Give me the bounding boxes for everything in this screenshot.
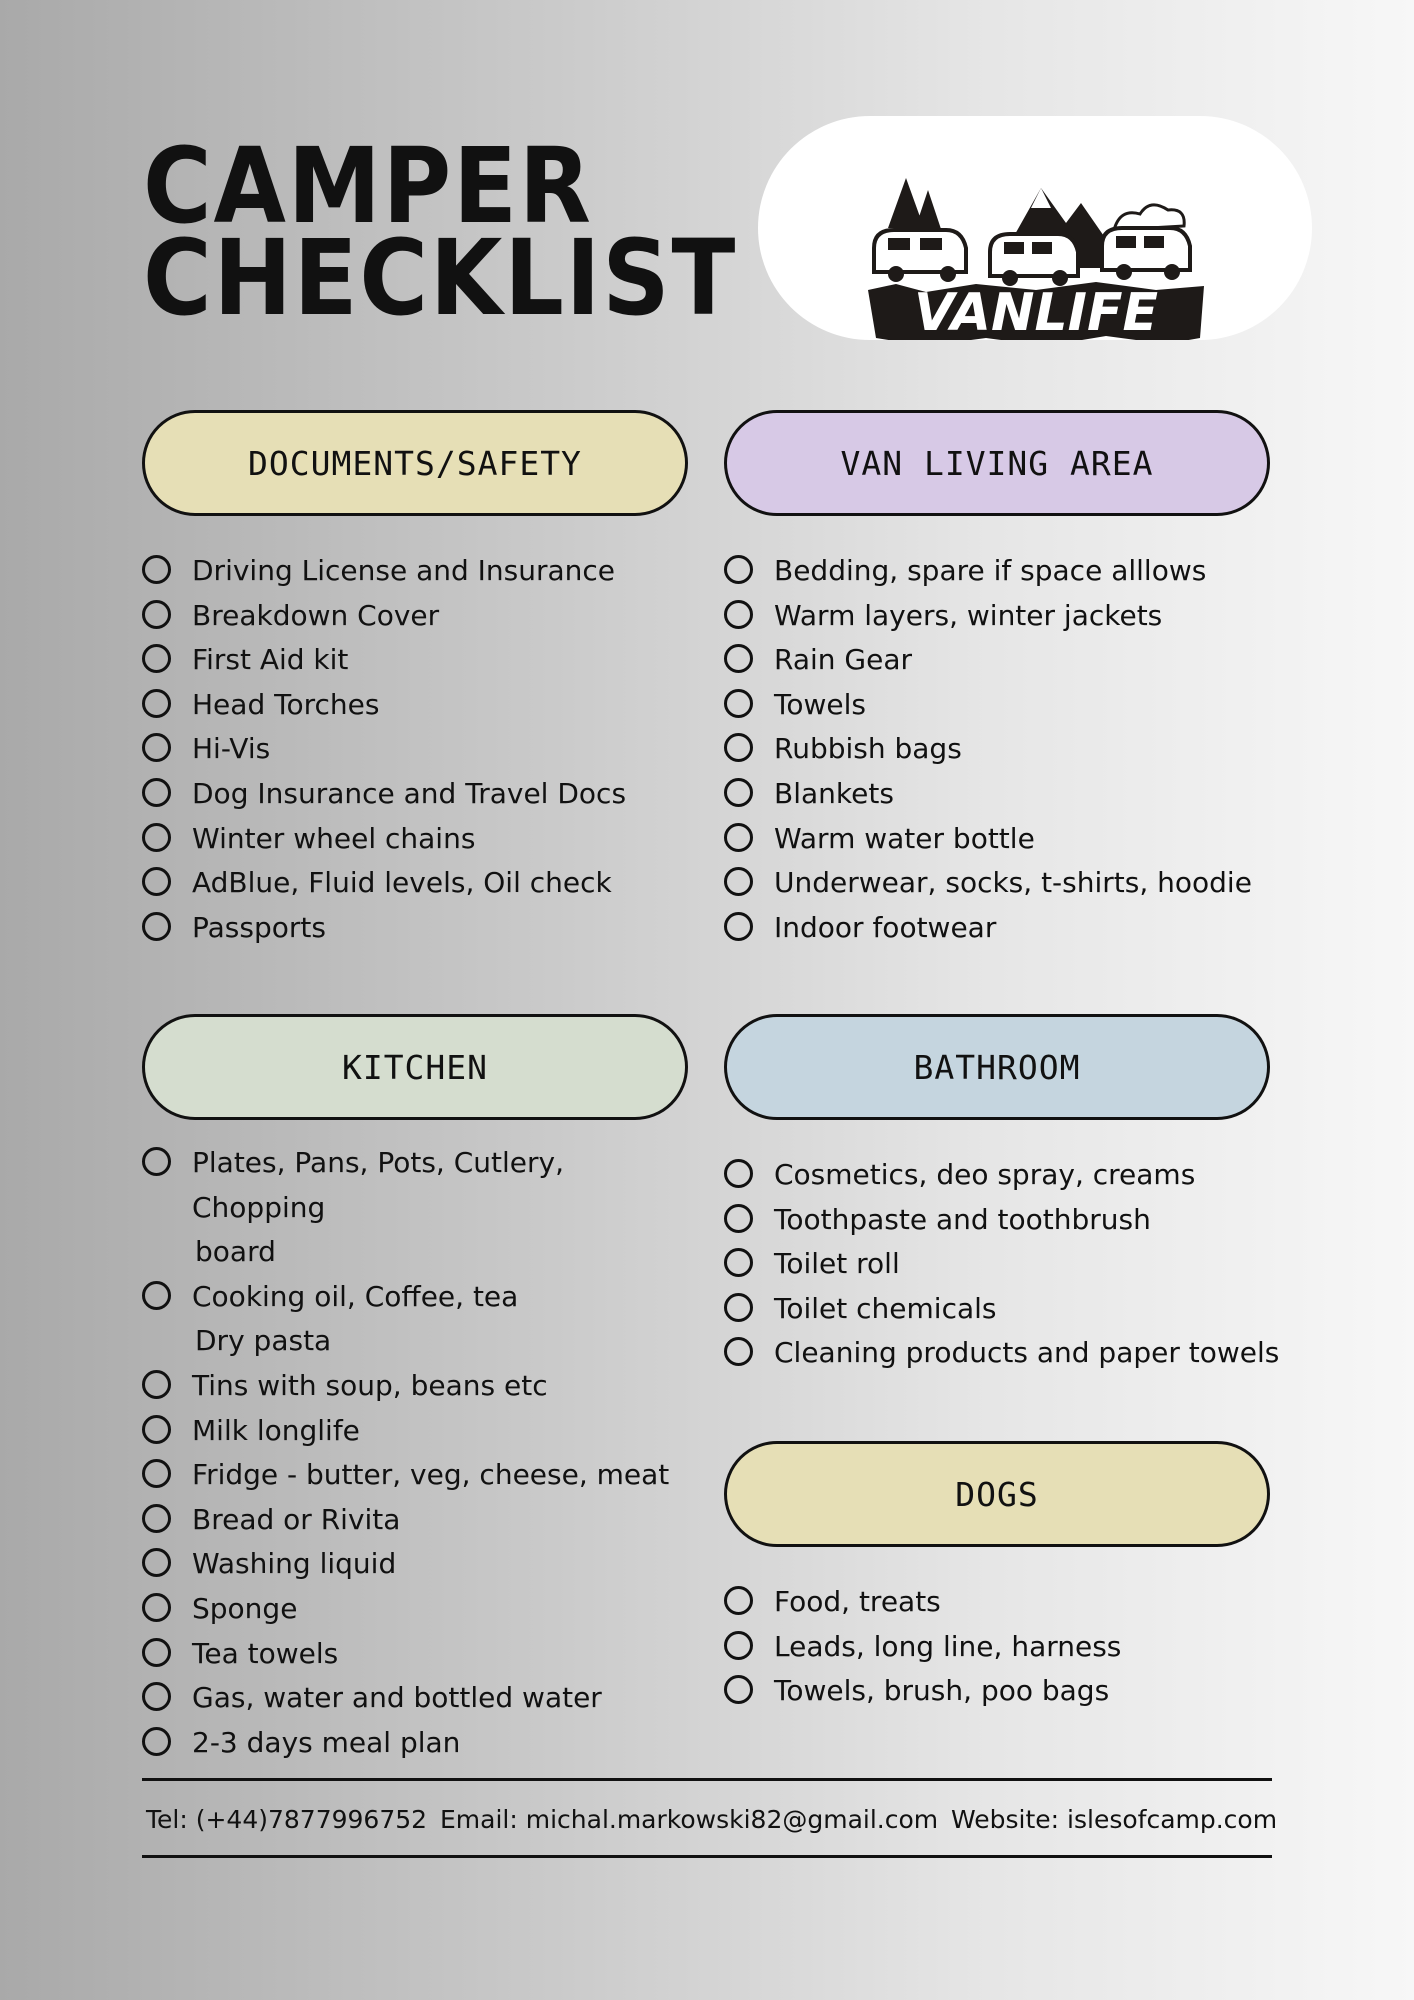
list-item (142, 594, 702, 639)
item-label: Milk longlife (192, 1413, 360, 1447)
list-item (142, 1587, 702, 1632)
list-item (724, 1198, 1284, 1243)
list-item (724, 906, 1284, 951)
checkbox[interactable] (142, 1593, 171, 1622)
item-label: Warm layers, winter jackets (774, 598, 1163, 632)
item-label: Rubbish bags (774, 732, 962, 766)
list-item (724, 638, 1284, 683)
checkbox[interactable] (142, 1727, 171, 1756)
checkbox[interactable] (142, 1682, 171, 1711)
section-heading-dogs (724, 1441, 1270, 1547)
list-item (142, 1141, 702, 1230)
list-item-continuation (142, 1319, 702, 1364)
item-label: 2-3 days meal plan (192, 1725, 461, 1759)
checklist-kitchen (142, 1141, 702, 1765)
item-label: Washing liquid (192, 1547, 397, 1581)
list-item (724, 683, 1284, 728)
checkbox[interactable] (724, 1248, 753, 1277)
list-item (724, 1242, 1284, 1287)
list-item (724, 1580, 1284, 1625)
item-label: Hi-Vis (192, 732, 271, 766)
vanlife-logo-text: VANLIFE (913, 283, 1159, 343)
footer-email[interactable]: Email: michal.markowski82@gmail.com (440, 1805, 939, 1834)
list-item (724, 772, 1284, 817)
item-label: Bread or Rivita (192, 1502, 401, 1536)
checkbox[interactable] (724, 912, 753, 941)
checkbox[interactable] (724, 867, 753, 896)
item-label: Indoor footwear (774, 910, 997, 944)
list-item (724, 1625, 1284, 1670)
item-label: Cooking oil, Coffee, tea (192, 1279, 519, 1313)
list-item (142, 1632, 702, 1677)
item-label: Leads, long line, harness (774, 1629, 1122, 1663)
page-title (143, 125, 738, 339)
list-item (724, 1331, 1284, 1376)
item-label: Warm water bottle (774, 821, 1035, 855)
vanlife-logo-graphic (866, 168, 1206, 343)
checkbox[interactable] (724, 644, 753, 673)
item-label: Head Torches (192, 687, 380, 721)
checkbox[interactable] (142, 689, 171, 718)
list-item (142, 638, 702, 683)
checkbox[interactable] (724, 1675, 753, 1704)
checkbox[interactable] (142, 1370, 171, 1399)
heading-label: VAN LIVING AREA (840, 443, 1154, 483)
item-label: Passports (192, 910, 326, 944)
item-label: AdBlue, Fluid levels, Oil check (192, 866, 612, 900)
list-item-continuation (142, 1230, 702, 1275)
list-item (724, 817, 1284, 862)
checkbox[interactable] (142, 1638, 171, 1667)
item-label: Cosmetics, deo spray, creams (774, 1158, 1196, 1191)
list-item (142, 683, 702, 728)
checkbox[interactable] (142, 555, 171, 584)
list-item (724, 594, 1284, 639)
checkbox[interactable] (724, 689, 753, 718)
heading-label: BATHROOM (913, 1047, 1081, 1087)
list-item (142, 1676, 702, 1721)
checklist-dogs (724, 1580, 1284, 1714)
footer-top-divider (142, 1778, 1272, 1781)
item-label: Toilet chemicals (774, 1291, 997, 1325)
list-item (142, 1542, 702, 1587)
item-label: First Aid kit (192, 643, 349, 677)
checkbox[interactable] (724, 600, 753, 629)
list-item (724, 1669, 1284, 1714)
item-label: Blankets (774, 776, 894, 810)
list-item (142, 1453, 702, 1498)
item-label: Gas, water and bottled water (192, 1681, 602, 1715)
item-label: Tins with soup, beans etc (192, 1368, 548, 1402)
footer-website[interactable]: Website: islesofcamp.com (951, 1805, 1278, 1834)
item-label: Toothpaste and toothbrush (774, 1202, 1151, 1236)
section-heading-kitchen (142, 1014, 688, 1120)
checklist-documents-safety (142, 549, 702, 950)
item-label: Bedding, spare if space alllows (774, 554, 1207, 587)
item-label: board (195, 1235, 276, 1269)
checkbox[interactable] (142, 1147, 171, 1176)
item-label: Winter wheel chains (192, 821, 476, 855)
heading-label: DOGS (955, 1474, 1039, 1514)
item-label: Fridge - butter, veg, cheese, meat (192, 1458, 670, 1492)
item-label: Underwear, socks, t-shirts, hoodie (774, 866, 1252, 900)
list-item (142, 861, 702, 906)
item-label: Dog Insurance and Travel Docs (192, 776, 627, 810)
vanlife-logo (758, 116, 1312, 343)
item-label: Food, treats (774, 1585, 941, 1618)
checkbox[interactable] (142, 600, 171, 629)
item-label: Sponge (192, 1591, 298, 1625)
checkbox[interactable] (724, 1631, 753, 1660)
item-label: Towels, brush, poo bags (774, 1674, 1110, 1708)
footer-tel: Tel: (+44)7877996752 (146, 1805, 428, 1834)
checkbox[interactable] (724, 1159, 753, 1188)
checkbox[interactable] (724, 823, 753, 852)
list-item (724, 1287, 1284, 1332)
item-label: Rain Gear (774, 643, 913, 677)
list-item (142, 772, 702, 817)
checkbox[interactable] (724, 733, 753, 762)
item-label: Towels (774, 687, 866, 721)
checkbox[interactable] (142, 1281, 171, 1310)
title-line-2: CHECKLIST (143, 217, 738, 339)
list-item (142, 1409, 702, 1454)
section-heading-bathroom (724, 1014, 1270, 1120)
checklist-bathroom (724, 1153, 1284, 1376)
item-label: Dry pasta (195, 1324, 332, 1358)
checkbox[interactable] (142, 823, 171, 852)
item-label: Tea towels (192, 1636, 339, 1670)
list-item (142, 906, 702, 951)
checkbox[interactable] (724, 1586, 753, 1615)
checkbox[interactable] (724, 1337, 753, 1366)
list-item (724, 1153, 1284, 1198)
checkbox[interactable] (142, 1504, 171, 1533)
footer-contact (146, 1802, 1276, 1838)
checkbox[interactable] (142, 1459, 171, 1488)
footer-bottom-divider (142, 1855, 1272, 1858)
checkbox[interactable] (142, 1415, 171, 1444)
list-item (142, 549, 702, 594)
checkbox[interactable] (142, 733, 171, 762)
item-label: Cleaning products and paper towels (774, 1336, 1280, 1370)
checkbox[interactable] (142, 644, 171, 673)
checkbox[interactable] (724, 778, 753, 807)
list-item (142, 1364, 702, 1409)
item-label: Plates, Pans, Pots, Cutlery, Chopping (192, 1146, 564, 1224)
item-label: Toilet roll (774, 1247, 900, 1281)
title-line-1: CAMPER (143, 125, 593, 247)
list-item (724, 727, 1284, 772)
section-heading-van-living-area (724, 410, 1270, 516)
item-label: Driving License and Insurance (192, 554, 616, 587)
checkbox[interactable] (142, 1548, 171, 1577)
checkbox[interactable] (142, 867, 171, 896)
section-heading-documents-safety (142, 410, 688, 516)
checkbox[interactable] (142, 912, 171, 941)
checkbox[interactable] (724, 1204, 753, 1233)
checkbox[interactable] (724, 555, 753, 584)
list-item (142, 817, 702, 862)
list-item (142, 1275, 702, 1320)
checkbox[interactable] (724, 1293, 753, 1322)
checklist-van-living-area (724, 549, 1284, 950)
checkbox[interactable] (142, 778, 171, 807)
list-item (142, 727, 702, 772)
list-item (142, 1721, 702, 1766)
list-item (142, 1498, 702, 1543)
list-item (724, 861, 1284, 906)
list-item (724, 549, 1284, 594)
heading-label: DOCUMENTS/SAFETY (248, 443, 582, 483)
item-label: Breakdown Cover (192, 598, 440, 632)
heading-label: KITCHEN (341, 1047, 489, 1087)
